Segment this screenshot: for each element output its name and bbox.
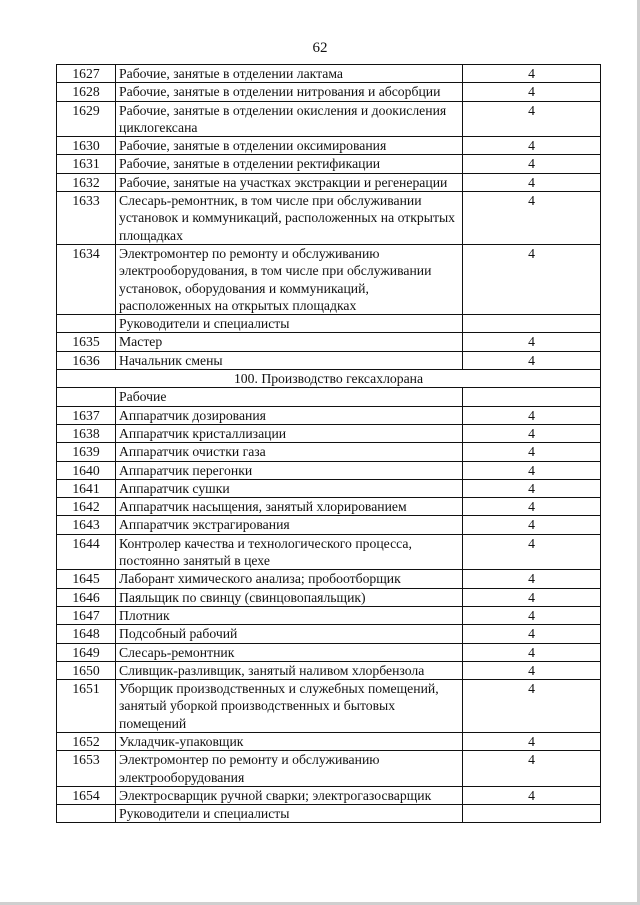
table-row: [57, 333, 601, 351]
profession-name: Мастер: [116, 333, 463, 351]
table-row: [57, 786, 601, 804]
hazard-class: 4: [463, 751, 601, 787]
table-row: [57, 751, 601, 787]
profession-name: Электромонтер по ремонту и обслуживанию электрооборудования, в том числе при обслуживании установок, оборудования и коммуникаций, расположенных на открытых площадках: [116, 244, 463, 314]
group-heading: Руководители и специалисты: [116, 805, 463, 823]
profession-name: Паяльщик по свинцу (свинцовопаяльщик): [116, 588, 463, 606]
table-row: [57, 351, 601, 369]
table-row: [57, 101, 601, 137]
row-number: 1641: [57, 479, 116, 497]
row-number: 1648: [57, 625, 116, 643]
hazard-class: 4: [463, 65, 601, 83]
row-number: 1651: [57, 680, 116, 733]
table-row: [57, 192, 601, 245]
row-number: 1633: [57, 192, 116, 245]
section-header-row: [57, 370, 601, 388]
table-row: [57, 516, 601, 534]
table-row: [57, 244, 601, 314]
profession-name: Аппаратчик насыщения, занятый хлорированием: [116, 498, 463, 516]
table-row: [57, 606, 601, 624]
profession-name: Подсобный рабочий: [116, 625, 463, 643]
hazard-class: 4: [463, 516, 601, 534]
table-row: [57, 479, 601, 497]
profession-name: Рабочие, занятые на участках экстракции и регенерации: [116, 173, 463, 191]
profession-name: Аппаратчик перегонки: [116, 461, 463, 479]
row-number: 1636: [57, 351, 116, 369]
table-row: [57, 643, 601, 661]
row-number: 1647: [57, 606, 116, 624]
group-heading-row: [57, 805, 601, 823]
row-number: [57, 388, 116, 406]
row-number: 1629: [57, 101, 116, 137]
table-row: [57, 424, 601, 442]
profession-name: Начальник смены: [116, 351, 463, 369]
profession-name: Аппаратчик очистки газа: [116, 443, 463, 461]
table-row: [57, 65, 601, 83]
row-number: 1637: [57, 406, 116, 424]
hazard-class: 4: [463, 680, 601, 733]
row-number: 1653: [57, 751, 116, 787]
hazard-class: 4: [463, 192, 601, 245]
table-row: [57, 534, 601, 570]
hazard-class: 4: [463, 661, 601, 679]
hazard-class: 4: [463, 643, 601, 661]
hazard-class: 4: [463, 406, 601, 424]
section-title: 100. Производство гексахлорана: [57, 370, 601, 388]
hazard-class: [463, 388, 601, 406]
row-number: 1654: [57, 786, 116, 804]
profession-name: Рабочие, занятые в отделении нитрования и абсорбции: [116, 83, 463, 101]
hazard-class: 4: [463, 333, 601, 351]
hazard-class: 4: [463, 155, 601, 173]
profession-name: Рабочие, занятые в отделении окисления и доокисления циклогексана: [116, 101, 463, 137]
profession-name: Рабочие, занятые в отделении лактама: [116, 65, 463, 83]
profession-name: Аппаратчик кристаллизации: [116, 424, 463, 442]
row-number: 1646: [57, 588, 116, 606]
row-number: 1634: [57, 244, 116, 314]
table-row: [57, 173, 601, 191]
hazard-class: 4: [463, 786, 601, 804]
hazard-class: 4: [463, 424, 601, 442]
profession-table-body: [57, 65, 601, 823]
page-number: 62: [312, 40, 328, 56]
row-number: [57, 805, 116, 823]
hazard-class: 4: [463, 534, 601, 570]
profession-name: Слесарь-ремонтник: [116, 643, 463, 661]
profession-name: Укладчик-упаковщик: [116, 732, 463, 750]
table-row: [57, 661, 601, 679]
hazard-class: 4: [463, 498, 601, 516]
hazard-class: 4: [463, 625, 601, 643]
profession-name: Уборщик производственных и служебных помещений, занятый уборкой производственных и бытовых помещений: [116, 680, 463, 733]
row-number: 1639: [57, 443, 116, 461]
row-number: 1650: [57, 661, 116, 679]
profession-name: Аппаратчик экстрагирования: [116, 516, 463, 534]
hazard-class: 4: [463, 588, 601, 606]
hazard-class: 4: [463, 137, 601, 155]
profession-name: Лаборант химического анализа; пробоотборщик: [116, 570, 463, 588]
hazard-class: 4: [463, 461, 601, 479]
group-heading-row: [57, 388, 601, 406]
hazard-class: [463, 805, 601, 823]
hazard-class: 4: [463, 443, 601, 461]
row-number: 1649: [57, 643, 116, 661]
hazard-class: 4: [463, 479, 601, 497]
hazard-class: 4: [463, 101, 601, 137]
hazard-class: 4: [463, 173, 601, 191]
row-number: 1643: [57, 516, 116, 534]
hazard-class: [463, 315, 601, 333]
profession-name: Аппаратчик дозирования: [116, 406, 463, 424]
row-number: 1645: [57, 570, 116, 588]
row-number: 1640: [57, 461, 116, 479]
row-number: [57, 315, 116, 333]
table-row: [57, 137, 601, 155]
table-row: [57, 406, 601, 424]
table-row: [57, 498, 601, 516]
row-number: 1628: [57, 83, 116, 101]
row-number: 1642: [57, 498, 116, 516]
profession-name: Аппаратчик сушки: [116, 479, 463, 497]
row-number: 1631: [57, 155, 116, 173]
table-row: [57, 155, 601, 173]
group-heading: Рабочие: [116, 388, 463, 406]
hazard-class: 4: [463, 244, 601, 314]
profession-name: Слесарь-ремонтник, в том числе при обслуживании установок и коммуникаций, расположенных на открытых площадках: [116, 192, 463, 245]
table-row: [57, 570, 601, 588]
row-number: 1635: [57, 333, 116, 351]
row-number: 1652: [57, 732, 116, 750]
hazard-class: 4: [463, 83, 601, 101]
profession-name: Сливщик-разливщик, занятый наливом хлорбензола: [116, 661, 463, 679]
profession-name: Электросварщик ручной сварки; электрогазосварщик: [116, 786, 463, 804]
row-number: 1638: [57, 424, 116, 442]
table-row: [57, 732, 601, 750]
profession-name: Рабочие, занятые в отделении оксимирования: [116, 137, 463, 155]
table-row: [57, 588, 601, 606]
row-number: 1644: [57, 534, 116, 570]
table-row: [57, 625, 601, 643]
profession-name: Плотник: [116, 606, 463, 624]
table-row: [57, 83, 601, 101]
hazard-class: 4: [463, 351, 601, 369]
group-heading: Руководители и специалисты: [116, 315, 463, 333]
table-row: [57, 680, 601, 733]
hazard-class: 4: [463, 606, 601, 624]
table-row: [57, 461, 601, 479]
table-row: [57, 443, 601, 461]
hazard-class: 4: [463, 732, 601, 750]
profession-name: Рабочие, занятые в отделении ректификации: [116, 155, 463, 173]
row-number: 1632: [57, 173, 116, 191]
row-number: 1630: [57, 137, 116, 155]
profession-table: [56, 64, 601, 823]
row-number: 1627: [57, 65, 116, 83]
profession-name: Электромонтер по ремонту и обслуживанию электрооборудования: [116, 751, 463, 787]
group-heading-row: [57, 315, 601, 333]
hazard-class: 4: [463, 570, 601, 588]
profession-name: Контролер качества и технологического процесса, постоянно занятый в цехе: [116, 534, 463, 570]
